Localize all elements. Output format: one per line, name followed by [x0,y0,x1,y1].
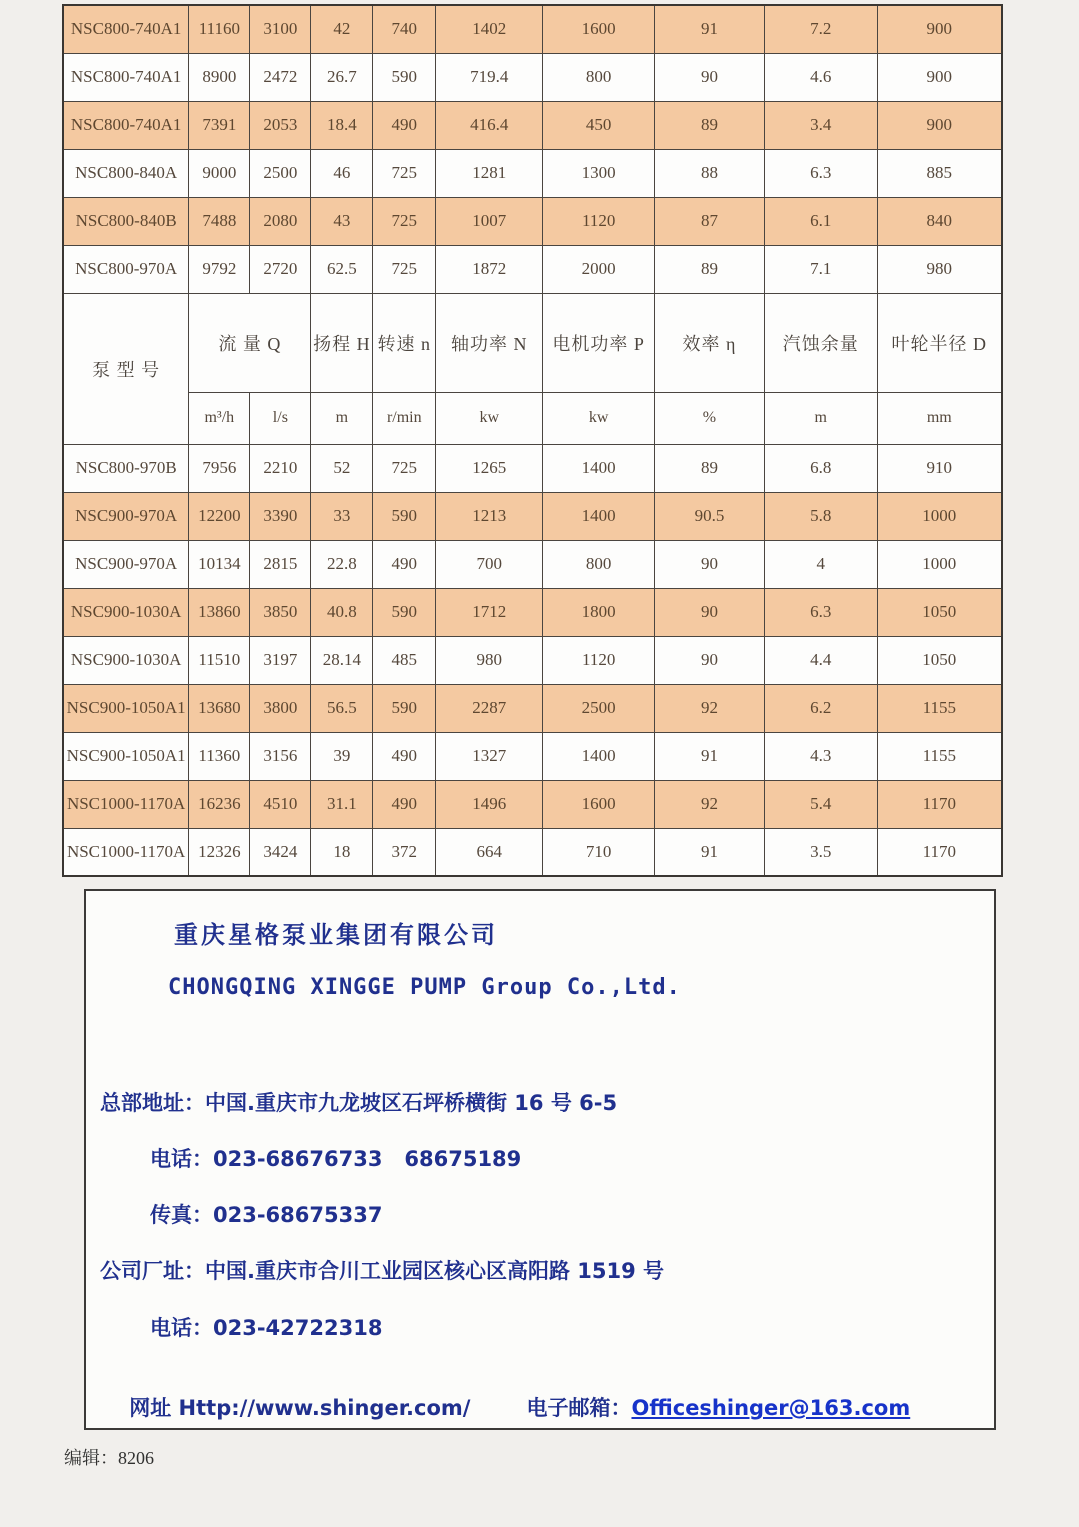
value-cell: 6.2 [764,684,877,732]
value-cell: 2815 [250,540,311,588]
value-cell: 800 [543,540,655,588]
editor-note: 编辑：8206 [64,1448,154,1468]
pump-model-cell: NSC900-970A [63,540,189,588]
value-cell: 91 [655,732,765,780]
value-cell: 4510 [250,780,311,828]
value-cell: 42 [311,5,373,53]
value-cell: 11510 [189,636,250,684]
value-cell: 490 [373,732,436,780]
table-row [63,828,1002,876]
pump-model-cell: NSC900-1050A1 [63,732,189,780]
pump-model-cell: NSC800-740A1 [63,5,189,53]
value-cell: 3424 [250,828,311,876]
pump-model-cell: NSC900-1050A1 [63,684,189,732]
table-row [63,101,1002,149]
table-row [63,684,1002,732]
value-cell: 26.7 [311,53,373,101]
value-cell: 88 [655,149,765,197]
value-cell: 700 [436,540,543,588]
value-cell: 1402 [436,5,543,53]
value-cell: 90 [655,636,765,684]
value-cell: 900 [877,101,1002,149]
value-cell: 9000 [189,149,250,197]
value-cell: 372 [373,828,436,876]
table-row [63,588,1002,636]
value-cell: 89 [655,101,765,149]
pump-model-cell: NSC800-840A [63,149,189,197]
value-cell: 900 [877,5,1002,53]
value-cell: 590 [373,492,436,540]
unit-ls: l/s [250,392,311,444]
value-cell: 3100 [250,5,311,53]
value-cell: 980 [436,636,543,684]
factory-address-line: 公司厂址：中国.重庆市合川工业园区核心区高阳路 1519 号 [100,1259,665,1283]
pump-spec-table [62,4,1003,877]
company-name-cn: 重庆星格泵业集团有限公司 [174,921,498,949]
value-cell: 1000 [877,540,1002,588]
value-cell: 91 [655,828,765,876]
table-row [63,149,1002,197]
value-cell: 18.4 [311,101,373,149]
value-cell: 725 [373,245,436,293]
pump-model-cell: NSC900-1030A [63,636,189,684]
value-cell: 1120 [543,636,655,684]
pump-model-cell: NSC800-740A1 [63,53,189,101]
value-cell: 4.6 [764,53,877,101]
table-row [63,444,1002,492]
value-cell: 1400 [543,492,655,540]
header-shaft-power: 轴功率 N [436,293,543,392]
table-header [63,293,1002,444]
value-cell: 4.3 [764,732,877,780]
value-cell: 2472 [250,53,311,101]
value-cell: 6.3 [764,588,877,636]
pump-model-cell: NSC800-970A [63,245,189,293]
value-cell: 485 [373,636,436,684]
value-cell: 11360 [189,732,250,780]
value-cell: 3390 [250,492,311,540]
value-cell: 3197 [250,636,311,684]
value-cell: 490 [373,780,436,828]
value-cell: 16236 [189,780,250,828]
value-cell: 7.1 [764,245,877,293]
header-flow: 流 量 Q [189,293,311,392]
value-cell: 6.1 [764,197,877,245]
value-cell: 13860 [189,588,250,636]
value-cell: 9792 [189,245,250,293]
value-cell: 7391 [189,101,250,149]
table-row [63,197,1002,245]
value-cell: 1265 [436,444,543,492]
value-cell: 92 [655,780,765,828]
value-cell: 12200 [189,492,250,540]
company-name-en: CHONGQING XINGGE PUMP Group Co.,Ltd. [168,975,681,1000]
table-row [63,636,1002,684]
table-row [63,732,1002,780]
value-cell: 22.8 [311,540,373,588]
value-cell: 3800 [250,684,311,732]
value-cell: 40.8 [311,588,373,636]
unit-m-npsh: m [764,392,877,444]
value-cell: 1800 [543,588,655,636]
value-cell: 1050 [877,588,1002,636]
value-cell: 1400 [543,444,655,492]
value-cell: 710 [543,828,655,876]
header-row-units [63,392,1002,444]
header-motor-power: 电机功率 P [543,293,655,392]
value-cell: 450 [543,101,655,149]
value-cell: 1327 [436,732,543,780]
factory-phone-line: 电话：023-42722318 [150,1316,383,1340]
table-row [63,53,1002,101]
value-cell: 900 [877,53,1002,101]
value-cell: 11160 [189,5,250,53]
pump-model-cell: NSC900-1030A [63,588,189,636]
value-cell: 89 [655,245,765,293]
value-cell: 12326 [189,828,250,876]
value-cell: 52 [311,444,373,492]
value-cell: 90 [655,588,765,636]
value-cell: 1872 [436,245,543,293]
value-cell: 590 [373,684,436,732]
unit-mm: mm [877,392,1002,444]
value-cell: 91 [655,5,765,53]
value-cell: 33 [311,492,373,540]
value-cell: 1155 [877,732,1002,780]
unit-m3h: m³/h [189,392,250,444]
table-row [63,780,1002,828]
value-cell: 7956 [189,444,250,492]
value-cell: 6.8 [764,444,877,492]
value-cell: 5.8 [764,492,877,540]
pump-model-cell: NSC1000-1170A [63,828,189,876]
unit-m: m [311,392,373,444]
value-cell: 719.4 [436,53,543,101]
value-cell: 1007 [436,197,543,245]
hq-address-line: 总部地址：中国.重庆市九龙坡区石坪桥横街 16 号 6-5 [100,1091,618,1115]
website-url: 网址 Http://www.shinger.com/ [129,1396,471,1420]
value-cell: 90 [655,53,765,101]
header-npsh: 汽蚀余量 [764,293,877,392]
value-cell: 2720 [250,245,311,293]
web-email-line [100,1368,910,1446]
value-cell: 3156 [250,732,311,780]
value-cell: 1281 [436,149,543,197]
value-cell: 1712 [436,588,543,636]
value-cell: 4 [764,540,877,588]
header-efficiency: 效率 η [655,293,765,392]
value-cell: 416.4 [436,101,543,149]
value-cell: 490 [373,101,436,149]
value-cell: 1496 [436,780,543,828]
value-cell: 664 [436,828,543,876]
value-cell: 3.5 [764,828,877,876]
email-label: 电子邮箱： [526,1396,632,1420]
value-cell: 3.4 [764,101,877,149]
pump-model-cell: NSC1000-1170A [63,780,189,828]
value-cell: 43 [311,197,373,245]
value-cell: 39 [311,732,373,780]
unit-kw-n: kw [436,392,543,444]
value-cell: 490 [373,540,436,588]
value-cell: 2210 [250,444,311,492]
unit-kw-p: kw [543,392,655,444]
value-cell: 1120 [543,197,655,245]
value-cell: 7.2 [764,5,877,53]
table-row [63,540,1002,588]
unit-pct: % [655,392,765,444]
value-cell: 1300 [543,149,655,197]
value-cell: 2053 [250,101,311,149]
value-cell: 46 [311,149,373,197]
value-cell: 2500 [543,684,655,732]
value-cell: 5.4 [764,780,877,828]
header-head: 扬程 H [311,293,373,392]
value-cell: 1600 [543,780,655,828]
fax-line: 传真：023-68675337 [150,1203,383,1227]
value-cell: 56.5 [311,684,373,732]
value-cell: 13680 [189,684,250,732]
value-cell: 840 [877,197,1002,245]
table-row [63,5,1002,53]
value-cell: 1155 [877,684,1002,732]
value-cell: 1170 [877,828,1002,876]
value-cell: 28.14 [311,636,373,684]
table-body-main [63,444,1002,876]
value-cell: 92 [655,684,765,732]
value-cell: 31.1 [311,780,373,828]
value-cell: 89 [655,444,765,492]
value-cell: 1600 [543,5,655,53]
value-cell: 7488 [189,197,250,245]
unit-rmin: r/min [373,392,436,444]
value-cell: 1170 [877,780,1002,828]
table-row [63,492,1002,540]
pump-model-cell: NSC800-970B [63,444,189,492]
value-cell: 910 [877,444,1002,492]
value-cell: 2000 [543,245,655,293]
header-speed: 转速 n [373,293,436,392]
value-cell: 2080 [250,197,311,245]
header-row-names [63,293,1002,392]
value-cell: 980 [877,245,1002,293]
value-cell: 90.5 [655,492,765,540]
value-cell: 740 [373,5,436,53]
value-cell: 62.5 [311,245,373,293]
value-cell: 2287 [436,684,543,732]
header-impeller: 叶轮半径 D [877,293,1002,392]
value-cell: 1400 [543,732,655,780]
value-cell: 1050 [877,636,1002,684]
value-cell: 90 [655,540,765,588]
header-pump-model: 泵 型 号 [63,293,189,444]
table-row [63,245,1002,293]
value-cell: 800 [543,53,655,101]
table-body-continued [63,5,1002,293]
value-cell: 87 [655,197,765,245]
value-cell: 3850 [250,588,311,636]
value-cell: 725 [373,149,436,197]
value-cell: 2500 [250,149,311,197]
pump-model-cell: NSC800-840B [63,197,189,245]
value-cell: 725 [373,444,436,492]
value-cell: 8900 [189,53,250,101]
value-cell: 1000 [877,492,1002,540]
value-cell: 1213 [436,492,543,540]
value-cell: 590 [373,53,436,101]
email-link[interactable]: Officeshinger@163.com [631,1396,911,1420]
company-info-box [84,889,996,1430]
value-cell: 590 [373,588,436,636]
hq-phone-line: 电话：023-68676733 68675189 [150,1147,522,1171]
value-cell: 6.3 [764,149,877,197]
value-cell: 10134 [189,540,250,588]
value-cell: 4.4 [764,636,877,684]
pump-model-cell: NSC800-740A1 [63,101,189,149]
pump-model-cell: NSC900-970A [63,492,189,540]
value-cell: 725 [373,197,436,245]
value-cell: 18 [311,828,373,876]
value-cell: 885 [877,149,1002,197]
